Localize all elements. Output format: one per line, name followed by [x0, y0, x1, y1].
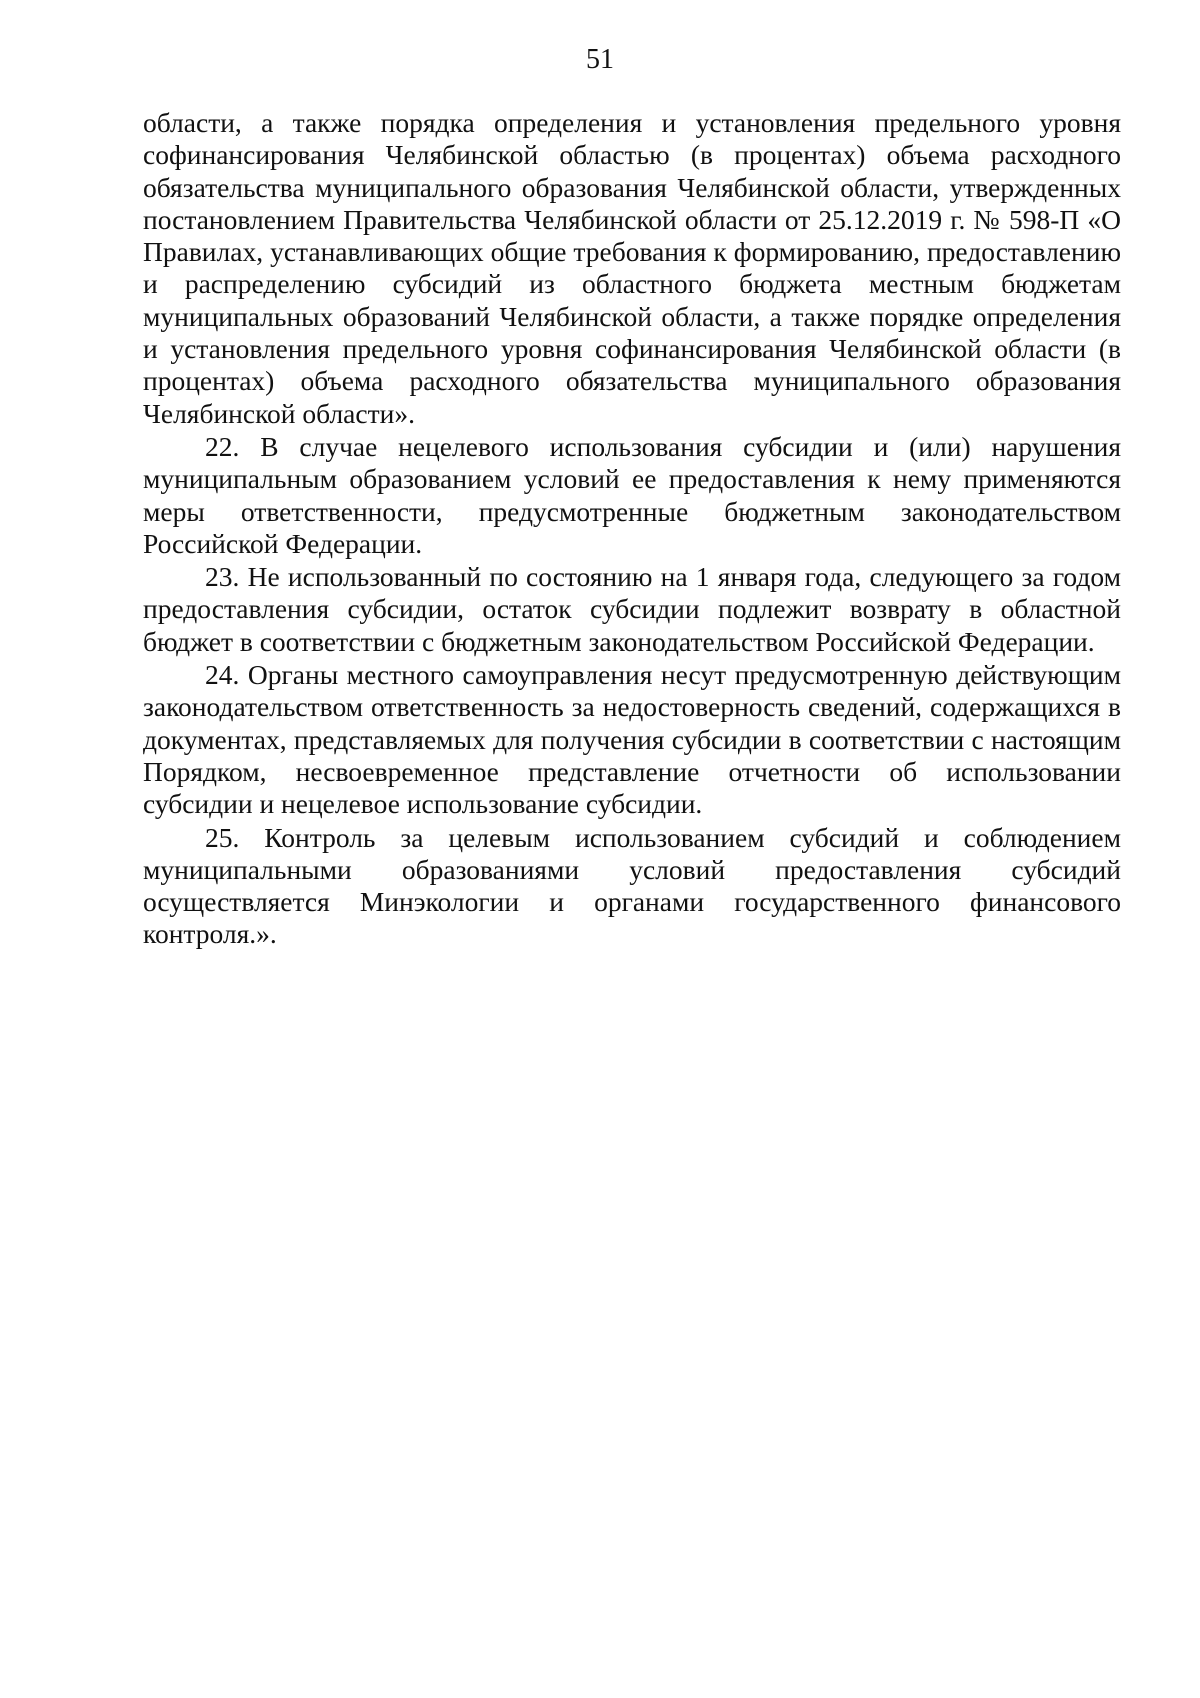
document-body	[143, 107, 1121, 951]
paragraph-item-23: 23. Не использованный по состоянию на 1 января года, следующего за годом предоставления субсидии, остаток субсидии подлежит возврату в областной бюджет в соответствии с бюджетным законодательством Российской Федерации.	[143, 561, 1121, 657]
paragraph-continuation: области, а также порядка определения и установления предельного уровня софинансирования Челябинской областью (в процентах) объема расходного обязательства муниципального образования Челябинской области, утвержденных постановлением Правительства Челябинской области от 25.12.2019 г. № 598-П «О Правилах, устанавливающих общие требования к формированию, предоставлению и распределению субсидий из областного бюджета местным бюджетам муниципальных образований Челябинской области, а также порядке определения и установления предельного уровня софинансирования Челябинской области (в процентах) объема расходного обязательства муниципального образования Челябинской области».	[143, 107, 1121, 429]
page-number: 51	[586, 44, 614, 75]
paragraph-item-25: 25. Контроль за целевым использованием субсидий и соблюдением муниципальными образованиями условий предоставления субсидий осуществляется Минэкологии и органами государственного финансового контроля.».	[143, 821, 1121, 950]
paragraph-item-22: 22. В случае нецелевого использования субсидии и (или) нарушения муниципальным образованием условий ее предоставления к нему применяются меры ответственности, предусмотренные бюджетным законодательством Российской Федерации.	[143, 430, 1121, 559]
paragraph-item-24: 24. Органы местного самоуправления несут предусмотренную действующим законодательством ответственность за недостоверность сведений, содержащихся в документах, представляемых для получения субсидии в соответствии с настоящим Порядком, несвоевременное представление отчетности об использовании субсидии и нецелевое использование субсидии.	[143, 659, 1121, 820]
